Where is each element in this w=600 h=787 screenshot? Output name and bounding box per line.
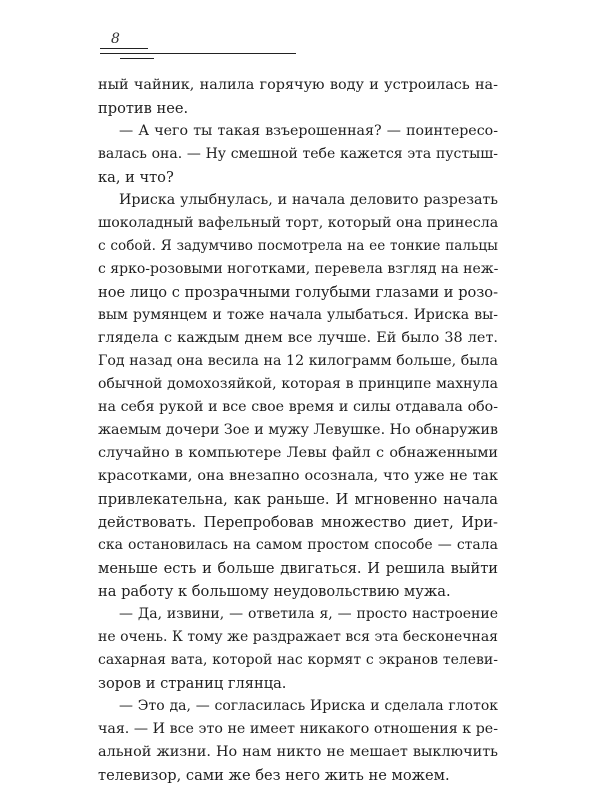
text-line: жаемым дочери Зое и мужу Левушке. Но обнаружив [98,422,498,438]
text-line: действовать. Перепробовав множество диет, Ири- [98,514,498,531]
header-rule-long [100,53,296,54]
text-line: на работу к большому неудовольствию мужа. [98,583,451,600]
text-line: против нее. [98,100,189,117]
text-line: — Да, извини, — ответила я, — просто настроение [119,606,498,622]
text-line: Ириска улыбнулась, и начала деловито разрезать [119,192,498,208]
text-line: случайно в компьютере Левы файл с обнаженными [98,445,498,461]
text-line: красотками, она внезапно осознала, что уже не так [98,468,498,484]
text-line: чая. — И все это не имеет никакого отношения к ре- [98,721,498,737]
text-line: — Это да, — согласилась Ириска и сделала глоток [119,698,498,714]
text-line: с собой. Я задумчиво посмотрела на ее тонкие пальцы [98,238,498,254]
text-line: альной жизни. Но нам никто не мешает выключить [98,744,498,760]
text-line: глядела с каждым днем все лучше. Ей было 38 лет. [98,330,498,346]
page-number: 8 [111,31,120,47]
text-line: ное лицо с прозрачными голубыми глазами и розо- [98,284,498,301]
header-rule-small [120,58,154,59]
body-text [98,74,498,787]
text-line: — А чего ты такая взъерошенная? — поинтересо- [119,123,498,139]
text-line: зоров и страниц глянца. [98,675,287,692]
text-line: шоколадный вафельный торт, который она принесла [98,215,498,231]
text-line: обычной домохозяйкой, которая в принципе махнула [98,376,498,392]
text-line: с ярко-розовыми ноготками, перевела взгляд на неж- [98,261,498,277]
text-line: валась она. — Ну смешной тебе кажется эта пустыш- [98,146,498,162]
text-line: ный чайник, налила горячую воду и устроилась на- [98,77,498,93]
text-line: ка, и что? [98,169,174,186]
text-line: ска остановилась на самом простом способе — стала [98,537,498,553]
text-line: сахарная вата, которой нас кормят с экранов телеви- [98,652,498,668]
text-line: привлекательна, как раньше. И мгновенно начала [98,491,498,508]
text-line: не очень. К тому же раздражает вся эта бесконечная [98,629,498,645]
text-line: на себя рукой и все свое время и силы отдавала обо- [98,399,498,415]
text-line: телевизор, сами же без него жить не можем. [98,767,450,784]
text-line: меньше есть и больше двигаться. И решила выйти [98,560,498,577]
header-rule-short [100,48,148,49]
text-line: вым румянцем и тоже начала улыбаться. Ириска вы- [98,307,498,323]
text-line: Год назад она весила на 12 килограмм больше, была [98,353,498,369]
